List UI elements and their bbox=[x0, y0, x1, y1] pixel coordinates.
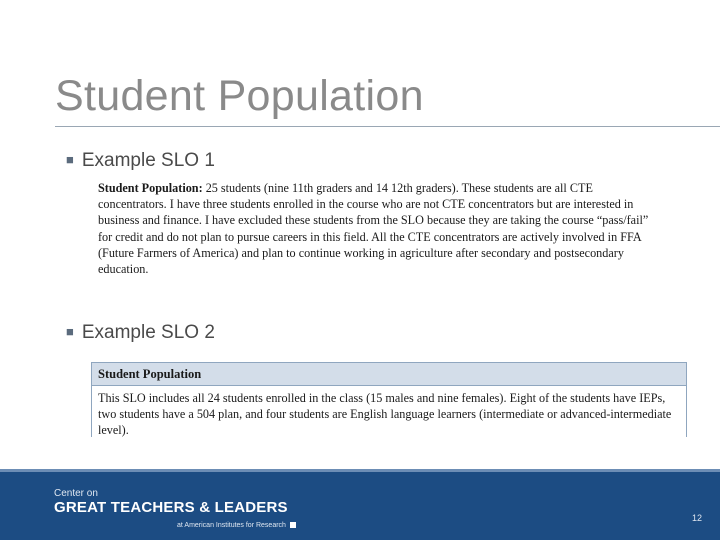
bullet-label: Example SLO 2 bbox=[81, 322, 215, 343]
page-number: 12 bbox=[691, 513, 702, 523]
square-bullet-icon: ■ bbox=[66, 324, 74, 339]
bullet-example-slo-1 bbox=[66, 150, 215, 172]
slo2-table-header: Student Population bbox=[92, 363, 686, 386]
air-square-icon bbox=[290, 522, 296, 528]
slo1-body: 25 students (nine 11th graders and 14 12th graders). These students are all CTE concentrators. I have three students enrolled in the course who are not CTE concentrators but are interested in business and finance. I have excluded these students from the SLO because they are taking the course “pass/fail” for credit and do not plan to pursue careers in this field. All the CTE concentrators are actively involved in FFA (Future Farmers of America) and plan to continue working in agriculture after secondary and postsecondary education. bbox=[98, 181, 649, 277]
bullet-example-slo-2 bbox=[66, 322, 215, 344]
logo-org-name: GREAT TEACHERS & LEADERS bbox=[54, 499, 288, 516]
bullet-label: Example SLO 1 bbox=[81, 150, 215, 171]
logo-center-on: Center on bbox=[54, 488, 98, 499]
logo-affiliation bbox=[177, 522, 296, 529]
slo1-lead: Student Population: bbox=[98, 181, 203, 195]
square-bullet-icon: ■ bbox=[66, 152, 74, 167]
gtl-logo bbox=[54, 488, 288, 517]
title-divider bbox=[55, 126, 720, 127]
slo2-table bbox=[91, 362, 687, 437]
slo2-table-body: This SLO includes all 24 students enrolled in the class (15 males and nine females). Eight of the students have IEPs, two students have a 504 plan, and four students are English language learners (intermediate or advanced-intermediate level). bbox=[98, 391, 672, 437]
slide-title: Student Population bbox=[55, 72, 424, 120]
affiliation-text: at American Institutes for Research bbox=[177, 522, 286, 529]
slo1-excerpt bbox=[98, 180, 658, 277]
